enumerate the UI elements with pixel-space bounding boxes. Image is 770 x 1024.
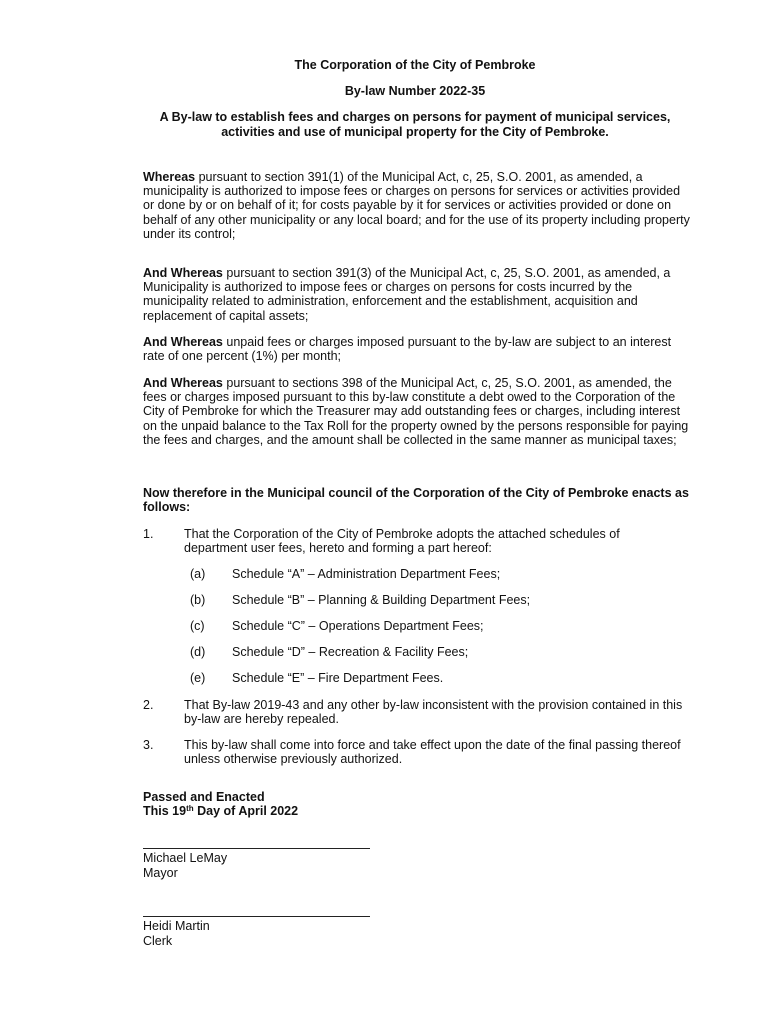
recital-4: [143, 376, 690, 447]
clause-number: 1.: [143, 527, 154, 541]
schedule-letter: (c): [190, 619, 205, 633]
recital-text: pursuant to section 391(3) of the Municipal Act, c, 25, S.O. 2001, as amended, a Municipality is authorized to impose fees or charges on persons for costs incurred by the municipality related to administration, enforcement and the establishment, acquisition and replacement of capital assets;: [143, 266, 671, 323]
schedule-text: Schedule “A” – Administration Department Fees;: [232, 567, 501, 581]
recital-text: unpaid fees or charges imposed pursuant to the by-law are subject to an interest rate of one percent (1%) per month;: [143, 335, 672, 364]
clause-2: [143, 698, 690, 728]
recital-lead: And Whereas: [143, 376, 223, 390]
clause-1: [143, 527, 690, 557]
clause-text: This by-law shall come into force and take effect upon the date of the final passing thereof unless otherwise previously authorized.: [184, 738, 681, 767]
recital-text: pursuant to sections 398 of the Municipal Act, c, 25, S.O. 2001, as amended, the fees or charges imposed pursuant to this by-law constitute a debt owed to the Corporation of the City of Pembroke for which the Treasurer may add outstanding fees or charges, including interest on the unpaid balance to the Tax Roll for the property owned by the persons responsible for paying the fees and charges, and the amount shall be collected in the same manner as municipal taxes;: [143, 376, 689, 447]
corporation-heading: The Corporation of the City of Pembroke: [294, 58, 536, 72]
clause-number: 3.: [143, 738, 154, 752]
recital-lead: And Whereas: [143, 266, 223, 280]
bylaw-number: By-law Number 2022-35: [344, 84, 486, 98]
passed-date: [143, 804, 298, 819]
recital-1: [143, 170, 690, 241]
schedule-text: Schedule “B” – Planning & Building Department Fees;: [232, 593, 531, 607]
schedule-text: Schedule “C” – Operations Department Fees;: [232, 619, 484, 633]
mayor-name: Michael LeMay: [143, 851, 228, 865]
clerk-title: Clerk: [143, 934, 173, 948]
clause-number: 2.: [143, 698, 154, 712]
passed-date-prefix: This 19: [143, 804, 187, 818]
recital-lead: Whereas: [143, 170, 196, 184]
clause-3: [143, 738, 690, 768]
passed-date-suffix: Day of April 2022: [193, 804, 299, 818]
schedule-text: Schedule “E” – Fire Department Fees.: [232, 671, 444, 685]
clerk-name: Heidi Martin: [143, 919, 210, 933]
passed-date-ordinal: th: [186, 804, 194, 813]
mayor-signature-line: [143, 848, 370, 849]
recital-3: [143, 335, 690, 363]
enacting-clause: Now therefore in the Municipal council of the Corporation of the City of Pembroke enacts as follows:: [143, 486, 689, 515]
schedule-letter: (b): [190, 593, 206, 607]
recital-text: pursuant to section 391(1) of the Municipal Act, c, 25, S.O. 2001, as amended, a municipality is authorized to impose fees or charges on persons for services or activities provided or done by or on behalf of it; for costs payable by it for services or activities provided or done on behalf of any other municipality or any local board; and for the use of its property including property under its control;: [143, 170, 690, 241]
recital-lead: And Whereas: [143, 335, 223, 349]
clerk-signature-line: [143, 916, 370, 917]
bylaw-title: A By-law to establish fees and charges on persons for payment of municipal services, activities and use of municipal property for the City of Pembroke.: [159, 110, 671, 139]
passed-and-enacted: Passed and Enacted: [143, 790, 265, 804]
mayor-title: Mayor: [143, 866, 178, 880]
schedule-letter: (a): [190, 567, 206, 581]
schedule-text: Schedule “D” – Recreation & Facility Fees;: [232, 645, 469, 659]
schedule-letter: (e): [190, 671, 206, 685]
clause-text: That By-law 2019-43 and any other by-law inconsistent with the provision contained in this by-law are hereby repealed.: [184, 698, 683, 727]
recital-2: [143, 266, 690, 323]
clause-text: That the Corporation of the City of Pembroke adopts the attached schedules of department user fees, hereto and forming a part hereof:: [184, 527, 620, 556]
schedule-letter: (d): [190, 645, 206, 659]
